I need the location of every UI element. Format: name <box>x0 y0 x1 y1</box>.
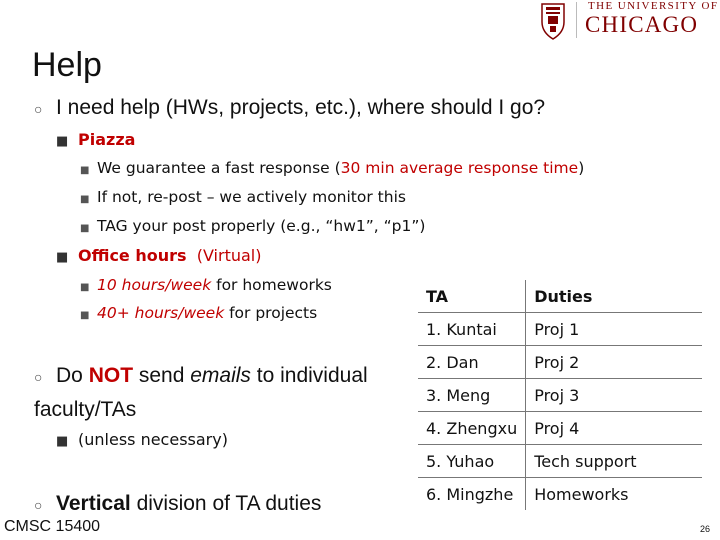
logo-chicago-text: CHICAGO <box>585 12 699 37</box>
small-square-bullet-icon: ■ <box>80 282 90 293</box>
bullet-unless <box>56 430 228 449</box>
email-text-pre: Do <box>56 364 89 387</box>
table-cell-ta: 5. Yuhao <box>418 445 526 478</box>
ring-bullet-icon: ○ <box>34 497 43 513</box>
ring-bullet-icon: ○ <box>34 101 43 117</box>
piazza-1-highlight: 30 min average response time <box>340 159 579 177</box>
table-cell-duty: Proj 4 <box>526 412 703 445</box>
square-bullet-icon: ■ <box>56 434 69 449</box>
table-cell-ta: 6. Mingzhe <box>418 478 526 511</box>
course-code: CMSC 15400 <box>4 518 101 535</box>
bullet-oh-1 <box>80 276 332 294</box>
office-hours-label: Office hours <box>78 246 187 265</box>
table-header-ta: TA <box>418 280 526 313</box>
email-emails: emails <box>190 364 251 387</box>
table-cell-duty: Proj 3 <box>526 379 703 412</box>
unless-text: (unless necessary) <box>78 430 228 449</box>
table-cell-duty: Homeworks <box>534 484 629 504</box>
small-square-bullet-icon: ■ <box>80 310 90 321</box>
piazza-1-close: ) <box>578 159 585 177</box>
table-row <box>418 313 702 346</box>
small-square-bullet-icon: ■ <box>80 165 90 176</box>
ta-duties-table <box>418 280 702 510</box>
logo-university-text: THE UNIVERSITY OF <box>588 0 719 12</box>
piazza-1-text: We guarantee a fast response ( <box>97 159 341 177</box>
table-row <box>418 346 702 379</box>
table-cell-ta: 2. Dan <box>418 346 526 379</box>
piazza-label: Piazza <box>78 130 136 149</box>
bullet-question <box>34 96 545 120</box>
table-cell-ta: 1. Kuntai <box>418 313 526 346</box>
table-cell-duty: Tech support <box>526 445 703 478</box>
square-bullet-icon: ■ <box>56 134 69 149</box>
table-row <box>418 379 702 412</box>
table-row <box>418 445 702 478</box>
oh-1-highlight: 10 hours/week <box>97 276 212 294</box>
small-square-bullet-icon: ■ <box>80 223 90 234</box>
office-hours-virtual: (Virtual) <box>196 246 262 265</box>
oh-2-highlight: 40+ hours/week <box>97 304 225 322</box>
table-cell-ta: 3. Meng <box>418 379 526 412</box>
piazza-2-text: If not, re-post – we actively monitor this <box>97 188 406 206</box>
piazza-3-text: TAG your post properly (e.g., “hw1”, “p1”) <box>97 217 426 235</box>
page-title: Help <box>32 46 102 84</box>
oh-1-text: for homeworks <box>211 276 332 294</box>
ring-bullet-icon: ○ <box>34 369 43 385</box>
email-not: NOT <box>88 364 134 387</box>
bullet-piazza-1 <box>80 159 584 177</box>
bullet-vertical <box>34 492 321 516</box>
table-cell-ta: 4. Zhengxu <box>418 412 526 445</box>
square-bullet-icon: ■ <box>56 250 69 265</box>
oh-2-text: for projects <box>224 304 318 322</box>
page-number: 26 <box>699 524 710 534</box>
bullet-piazza-3 <box>80 217 425 235</box>
bullet-piazza-2 <box>80 188 406 206</box>
small-square-bullet-icon: ■ <box>80 194 90 205</box>
table-cell-duty: Proj 1 <box>526 313 703 346</box>
table-cell-duty: Proj 2 <box>526 346 703 379</box>
logo-divider <box>576 2 577 38</box>
table-header-duties: Duties <box>526 280 703 313</box>
table-row <box>418 478 702 511</box>
bullet-oh-2 <box>80 304 317 322</box>
vertical-bold: Vertical <box>56 492 131 515</box>
bullet-email-line2: faculty/TAs <box>34 398 137 421</box>
bullet-piazza <box>56 130 135 149</box>
bullet-email <box>34 364 368 388</box>
email-text-post: to individual <box>250 364 368 387</box>
table-header-row <box>418 280 702 313</box>
bullet-question-text: I need help (HWs, projects, etc.), where should I go? <box>56 96 546 119</box>
email-text-mid: send <box>133 364 191 387</box>
vertical-text: division of TA duties <box>130 492 322 515</box>
table-row <box>418 412 702 445</box>
bullet-office-hours <box>56 246 261 265</box>
